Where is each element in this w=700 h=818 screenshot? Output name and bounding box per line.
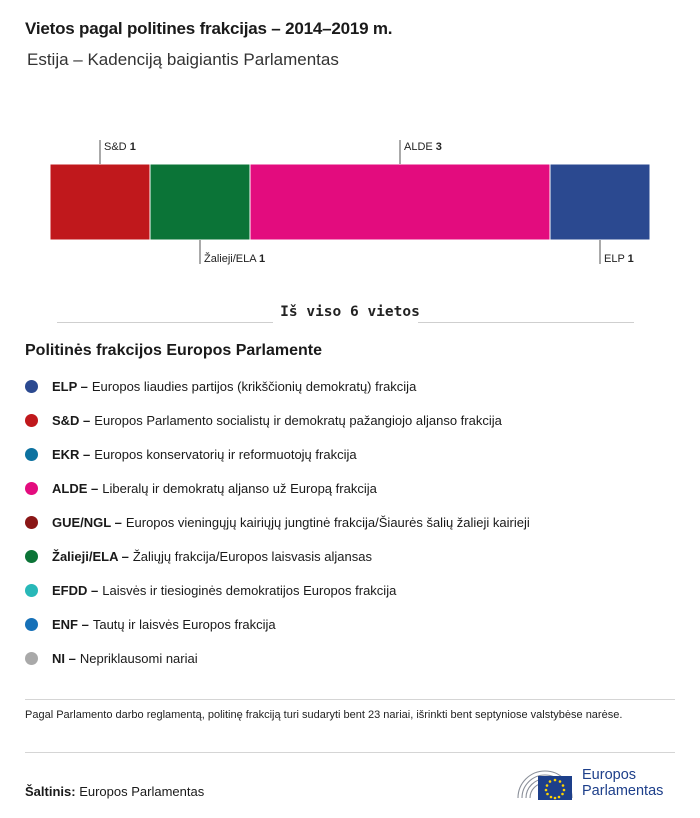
bar-label-alde	[404, 141, 442, 153]
note-divider-top	[25, 699, 675, 700]
total-divider-left	[57, 322, 273, 323]
bar-segment-s-d	[50, 164, 150, 240]
total-seats-label: Iš viso 6 vietos	[280, 304, 420, 320]
source-line	[25, 784, 204, 799]
bar-segment-alde	[250, 164, 550, 240]
bar-label-s-d	[104, 141, 136, 153]
legend-item	[25, 471, 530, 505]
bar-segment-elp	[550, 164, 650, 240]
legend-dot-icon	[25, 618, 38, 631]
legend-abbr: EFDD –	[52, 582, 99, 598]
legend-title: Politinės frakcijos Europos Parlamente	[25, 342, 322, 359]
legend-text: Europos Parlamento socialistų ir demokratų pažangiojo aljanso frakcija	[94, 412, 502, 428]
bar-label-value--alieji-ela: 1	[259, 253, 266, 265]
legend-dot-icon	[25, 482, 38, 495]
bar-label-name-s-d: S&D	[104, 141, 130, 153]
note-divider-bottom	[25, 752, 675, 753]
bar-label--alieji-ela	[204, 252, 265, 265]
legend-text: Tautų ir laisvės Europos frakcija	[92, 616, 276, 632]
legend-item	[25, 573, 530, 607]
legend-abbr: ALDE –	[52, 480, 99, 496]
bar-label-elp	[604, 253, 634, 265]
legend-item	[25, 403, 530, 437]
legend-text: Europos liaudies partijos (krikščionių demokratų) frakcija	[91, 378, 417, 394]
legend-text: Europos vieningųjų kairiųjų jungtinė frakcija/Šiaurės šalių žalieji kairieji	[125, 514, 530, 530]
legend-dot-icon	[25, 414, 38, 427]
ep-logo	[512, 760, 682, 802]
chart-title: Vietos pagal politines frakcijas – 2014–2019 m.	[25, 19, 393, 38]
legend-text: Liberalų ir demokratų aljanso už Europą frakcija	[102, 480, 377, 496]
bar-label-value-elp: 1	[627, 253, 634, 265]
ep-logo-text	[582, 767, 663, 799]
legend-dot-icon	[25, 516, 38, 529]
bar-label-value-s-d: 1	[129, 141, 136, 153]
legend-abbr: Žalieji/ELA –	[52, 548, 129, 564]
legend-abbr: S&D –	[52, 412, 91, 428]
legend-text: Žaliųjų frakcija/Europos laisvasis aljansas	[132, 548, 372, 564]
legend-item	[25, 641, 530, 675]
ep-logo-icon	[512, 760, 578, 802]
legend-item	[25, 437, 530, 471]
bar-label-name-elp: ELP	[604, 253, 628, 265]
chart-subtitle: Estija – Kadenciją baigiantis Parlamentas	[27, 50, 339, 69]
footnote: Pagal Parlamento darbo reglamentą, politinę frakciją turi sudaryti bent 23 nariai, išrinkti bent septyniose valstybėse narėse.	[25, 709, 623, 721]
legend-abbr: EKR –	[52, 446, 91, 462]
logo-line-2: Parlamentas	[582, 783, 664, 799]
legend-text: Laisvės ir tiesioginės demokratijos Europos frakcija	[102, 582, 397, 598]
legend-dot-icon	[25, 550, 38, 563]
legend	[25, 369, 530, 675]
bar-label-name--alieji-ela: Žalieji/ELA	[204, 253, 260, 265]
legend-abbr: GUE/NGL –	[52, 514, 122, 530]
legend-dot-icon	[25, 584, 38, 597]
bar-label-value-alde: 3	[435, 141, 442, 153]
legend-abbr: NI –	[52, 650, 76, 666]
legend-item	[25, 505, 530, 539]
legend-text: Europos konservatorių ir reformuotojų frakcija	[94, 446, 357, 462]
legend-item	[25, 539, 530, 573]
legend-dot-icon	[25, 380, 38, 393]
source-text: Europos Parlamentas	[79, 784, 205, 799]
source-label: Šaltinis:	[25, 784, 76, 799]
legend-text: Nepriklausomi nariai	[79, 650, 198, 666]
bar-label-name-alde: ALDE	[404, 141, 436, 153]
legend-item	[25, 369, 530, 403]
legend-abbr: ENF –	[52, 616, 89, 632]
total-divider-right	[418, 322, 634, 323]
legend-item	[25, 607, 530, 641]
legend-dot-icon	[25, 448, 38, 461]
bar-segment--alieji-ela	[150, 164, 250, 240]
logo-line-1: Europos	[582, 767, 637, 783]
legend-abbr: ELP –	[52, 378, 88, 394]
seat-bar-chart	[0, 130, 700, 275]
legend-dot-icon	[25, 652, 38, 665]
